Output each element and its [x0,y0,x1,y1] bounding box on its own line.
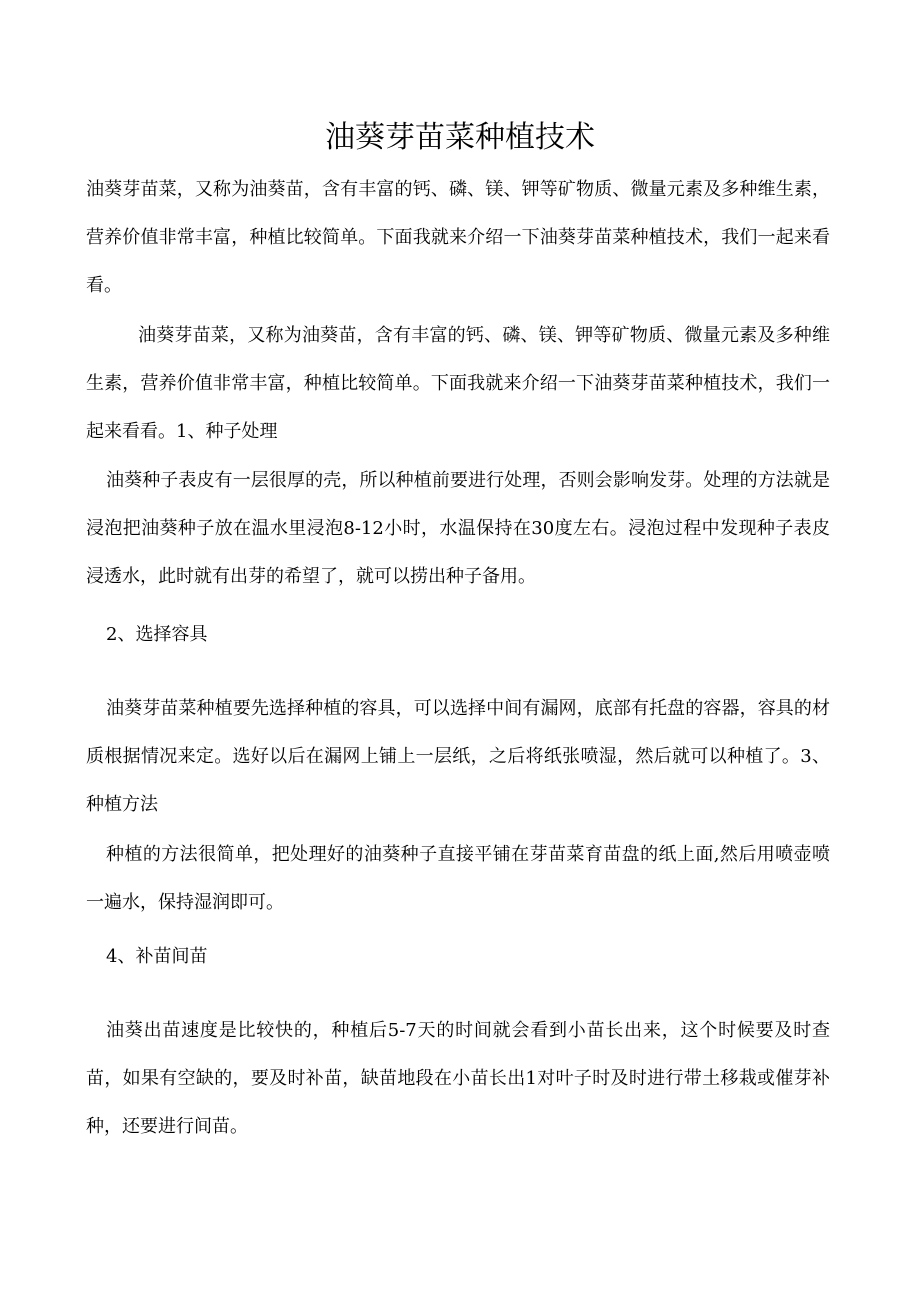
intro-paragraph: 油葵芽苗菜，又称为油葵苗，含有丰富的钙、磷、镁、钾等矿物质、微量元素及多种维生素，营养价值非常丰富，种植比较简单。下面我就来介绍一下油葵芽苗菜种植技术，我们一起来看看。 [86,179,830,296]
section2-heading: 2、选择容具 [106,624,208,645]
intro-repeat-paragraph: 油葵芽苗菜，又称为油葵苗，含有丰富的钙、磷、镁、钾等矿物质、微量元素及多种维生素，营养价值非常丰富，种植比较简单。下面我就来介绍一下油葵芽苗菜种植技术，我们一起来看看。1、种子处理 [86,325,830,442]
section4-body: 油葵出苗速度是比较快的，种植后5-7天的时间就会看到小苗长出来，这个时候要及时查苗，如果有空缺的，要及时补苗，缺苗地段在小苗长出1对叶子时及时进行带土移栽或催芽补种，还要进行间苗。 [86,1020,830,1137]
section2-body: 油葵芽苗菜种植要先选择种植的容具，可以选择中间有漏网，底部有托盘的容器，容具的材质根据情况来定。选好以后在漏网上铺上一层纸，之后将纸张喷湿，然后就可以种植了。3、种植方法 [86,698,830,815]
section3-body: 种植的方法很简单，把处理好的油葵种子直接平铺在芽苗菜育苗盘的纸上面,然后用喷壶喷一遍水，保持湿润即可。 [86,844,830,913]
section1-body: 油葵种子表皮有一层很厚的壳，所以种植前要进行处理，否则会影响发芽。处理的方法就是浸泡把油葵种子放在温水里浸泡8-12小时，水温保持在30度左右。浸泡过程中发现种子表皮浸透水，此时就有出芽的希望了，就可以捞出种子备用。 [86,470,830,587]
section4-heading: 4、补苗间苗 [106,946,208,967]
page-title: 油葵芽苗菜种植技术 [325,120,595,155]
